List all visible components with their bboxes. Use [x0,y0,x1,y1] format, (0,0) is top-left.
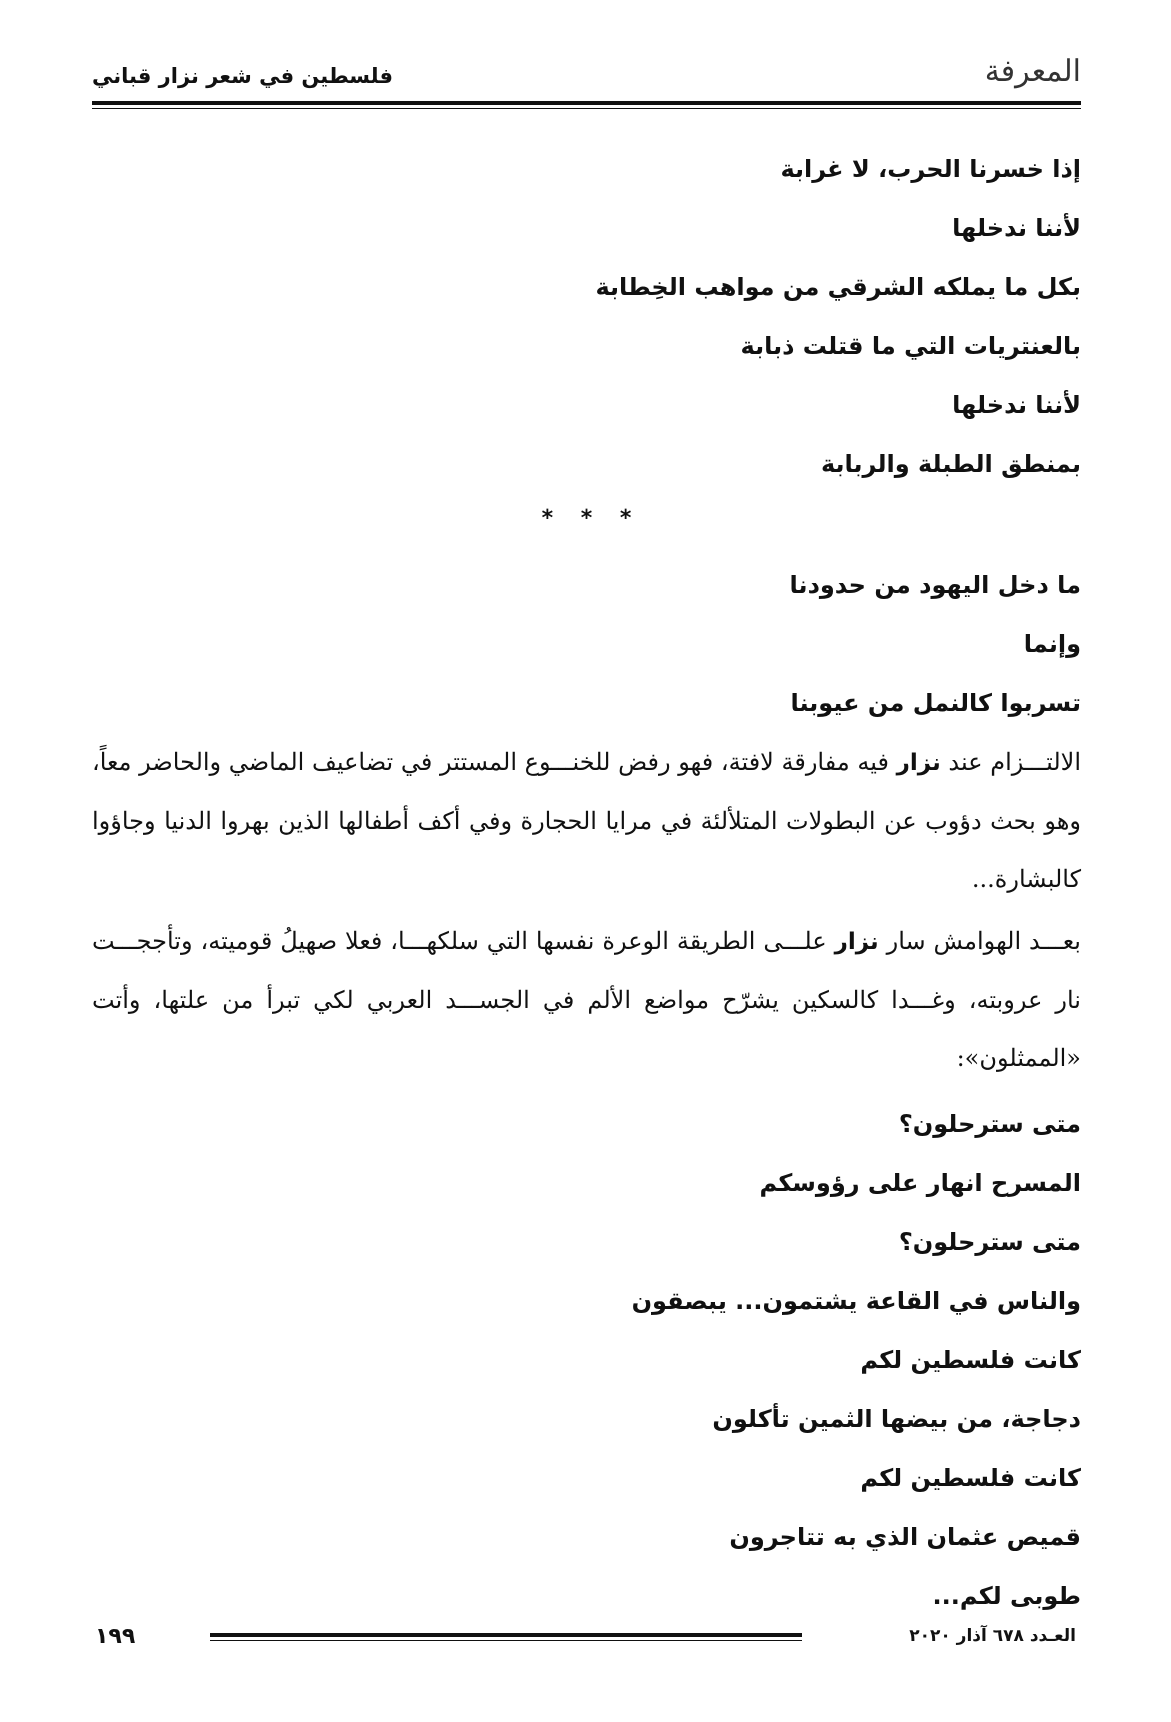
verse-line: متى سترحلون؟ [898,1110,1081,1138]
magazine-logo: المعرفة [984,54,1081,89]
header-rule-thin [92,108,1081,109]
body-paragraph-1 [92,733,1081,908]
page-body [92,140,1081,1626]
verse-line: لأننا ندخلها [952,214,1081,242]
section-separator: * * * [541,506,642,531]
footer-rule-thin [210,1640,802,1641]
verse-line: كانت فلسطين لكم [860,1346,1081,1374]
verse-line: بكل ما يملكه الشرقي من مواهب الخِطابة [595,273,1081,301]
footer-rule [210,1633,802,1637]
paragraph-text: الالتـــزام عند [948,748,1081,776]
verse-line: دجاجة، من بيضها الثمين تأكلون [712,1405,1081,1433]
poet-name: نزار [896,750,941,776]
verse-line: تسربوا كالنمل من عيوبنا [790,689,1081,717]
verse-line: لأننا ندخلها [952,391,1081,419]
paragraph-text: علـــى الطريقة الوعرة نفسها التي سلكهـــا، فعلا صهيلُ قوميته، وتأججـــت نار عروبته، وغـــدا كالسكين يشرّح مواضع الألم في الجســـد العربي لكي تبرأ من علتها، وأتت «الممثلون»: [92,927,1081,1072]
paragraph-text: بعـــد الهوامش سار [886,927,1081,955]
verse-line: المسرح انهار على رؤوسكم [759,1169,1081,1197]
verse-line: ما دخل اليهود من حدودنا [789,571,1081,599]
page-number: ١٩٩ [95,1624,136,1649]
header-rule [92,101,1081,105]
verse-line: بالعنتريات التي ما قتلت ذبابة [740,332,1081,360]
verse-block-3 [92,1095,1081,1626]
verse-line: إذا خسرنا الحرب، لا غرابة [780,155,1081,183]
verse-line: قميص عثمان الذي به تتاجرون [729,1523,1081,1551]
paragraph-text: فيه مفارقة لافتة، فهو رفض للخنـــوع المستتر في تضاعيف الماضي والحاضر معاً، وهو بحث دؤوب عن البطولات المتلألئة في مرايا الحجارة وفي أكف أطفالها الذين بهروا الدنيا وجاؤوا كالبشارة... [92,748,1081,893]
verse-line: والناس في القاعة يشتمون... يبصقون [631,1287,1081,1315]
verse-line: طوبى لكم... [932,1582,1081,1610]
running-title: فلسطين في شعر نزار قباني [92,64,394,88]
verse-line: متى سترحلون؟ [898,1228,1081,1256]
body-paragraph-2 [92,912,1081,1087]
page-header [0,0,1171,110]
verse-line: وإنما [1023,630,1081,658]
verse-line: بمنطق الطبلة والربابة [820,450,1081,478]
verse-line: كانت فلسطين لكم [860,1464,1081,1492]
verse-block-1 [92,140,1081,494]
verse-block-2 [92,556,1081,733]
issue-info: العـدد ٦٧٨ آذار ٢٠٢٠ [909,1626,1076,1646]
poet-name: نزار [834,929,879,955]
page-footer [0,1620,1171,1660]
